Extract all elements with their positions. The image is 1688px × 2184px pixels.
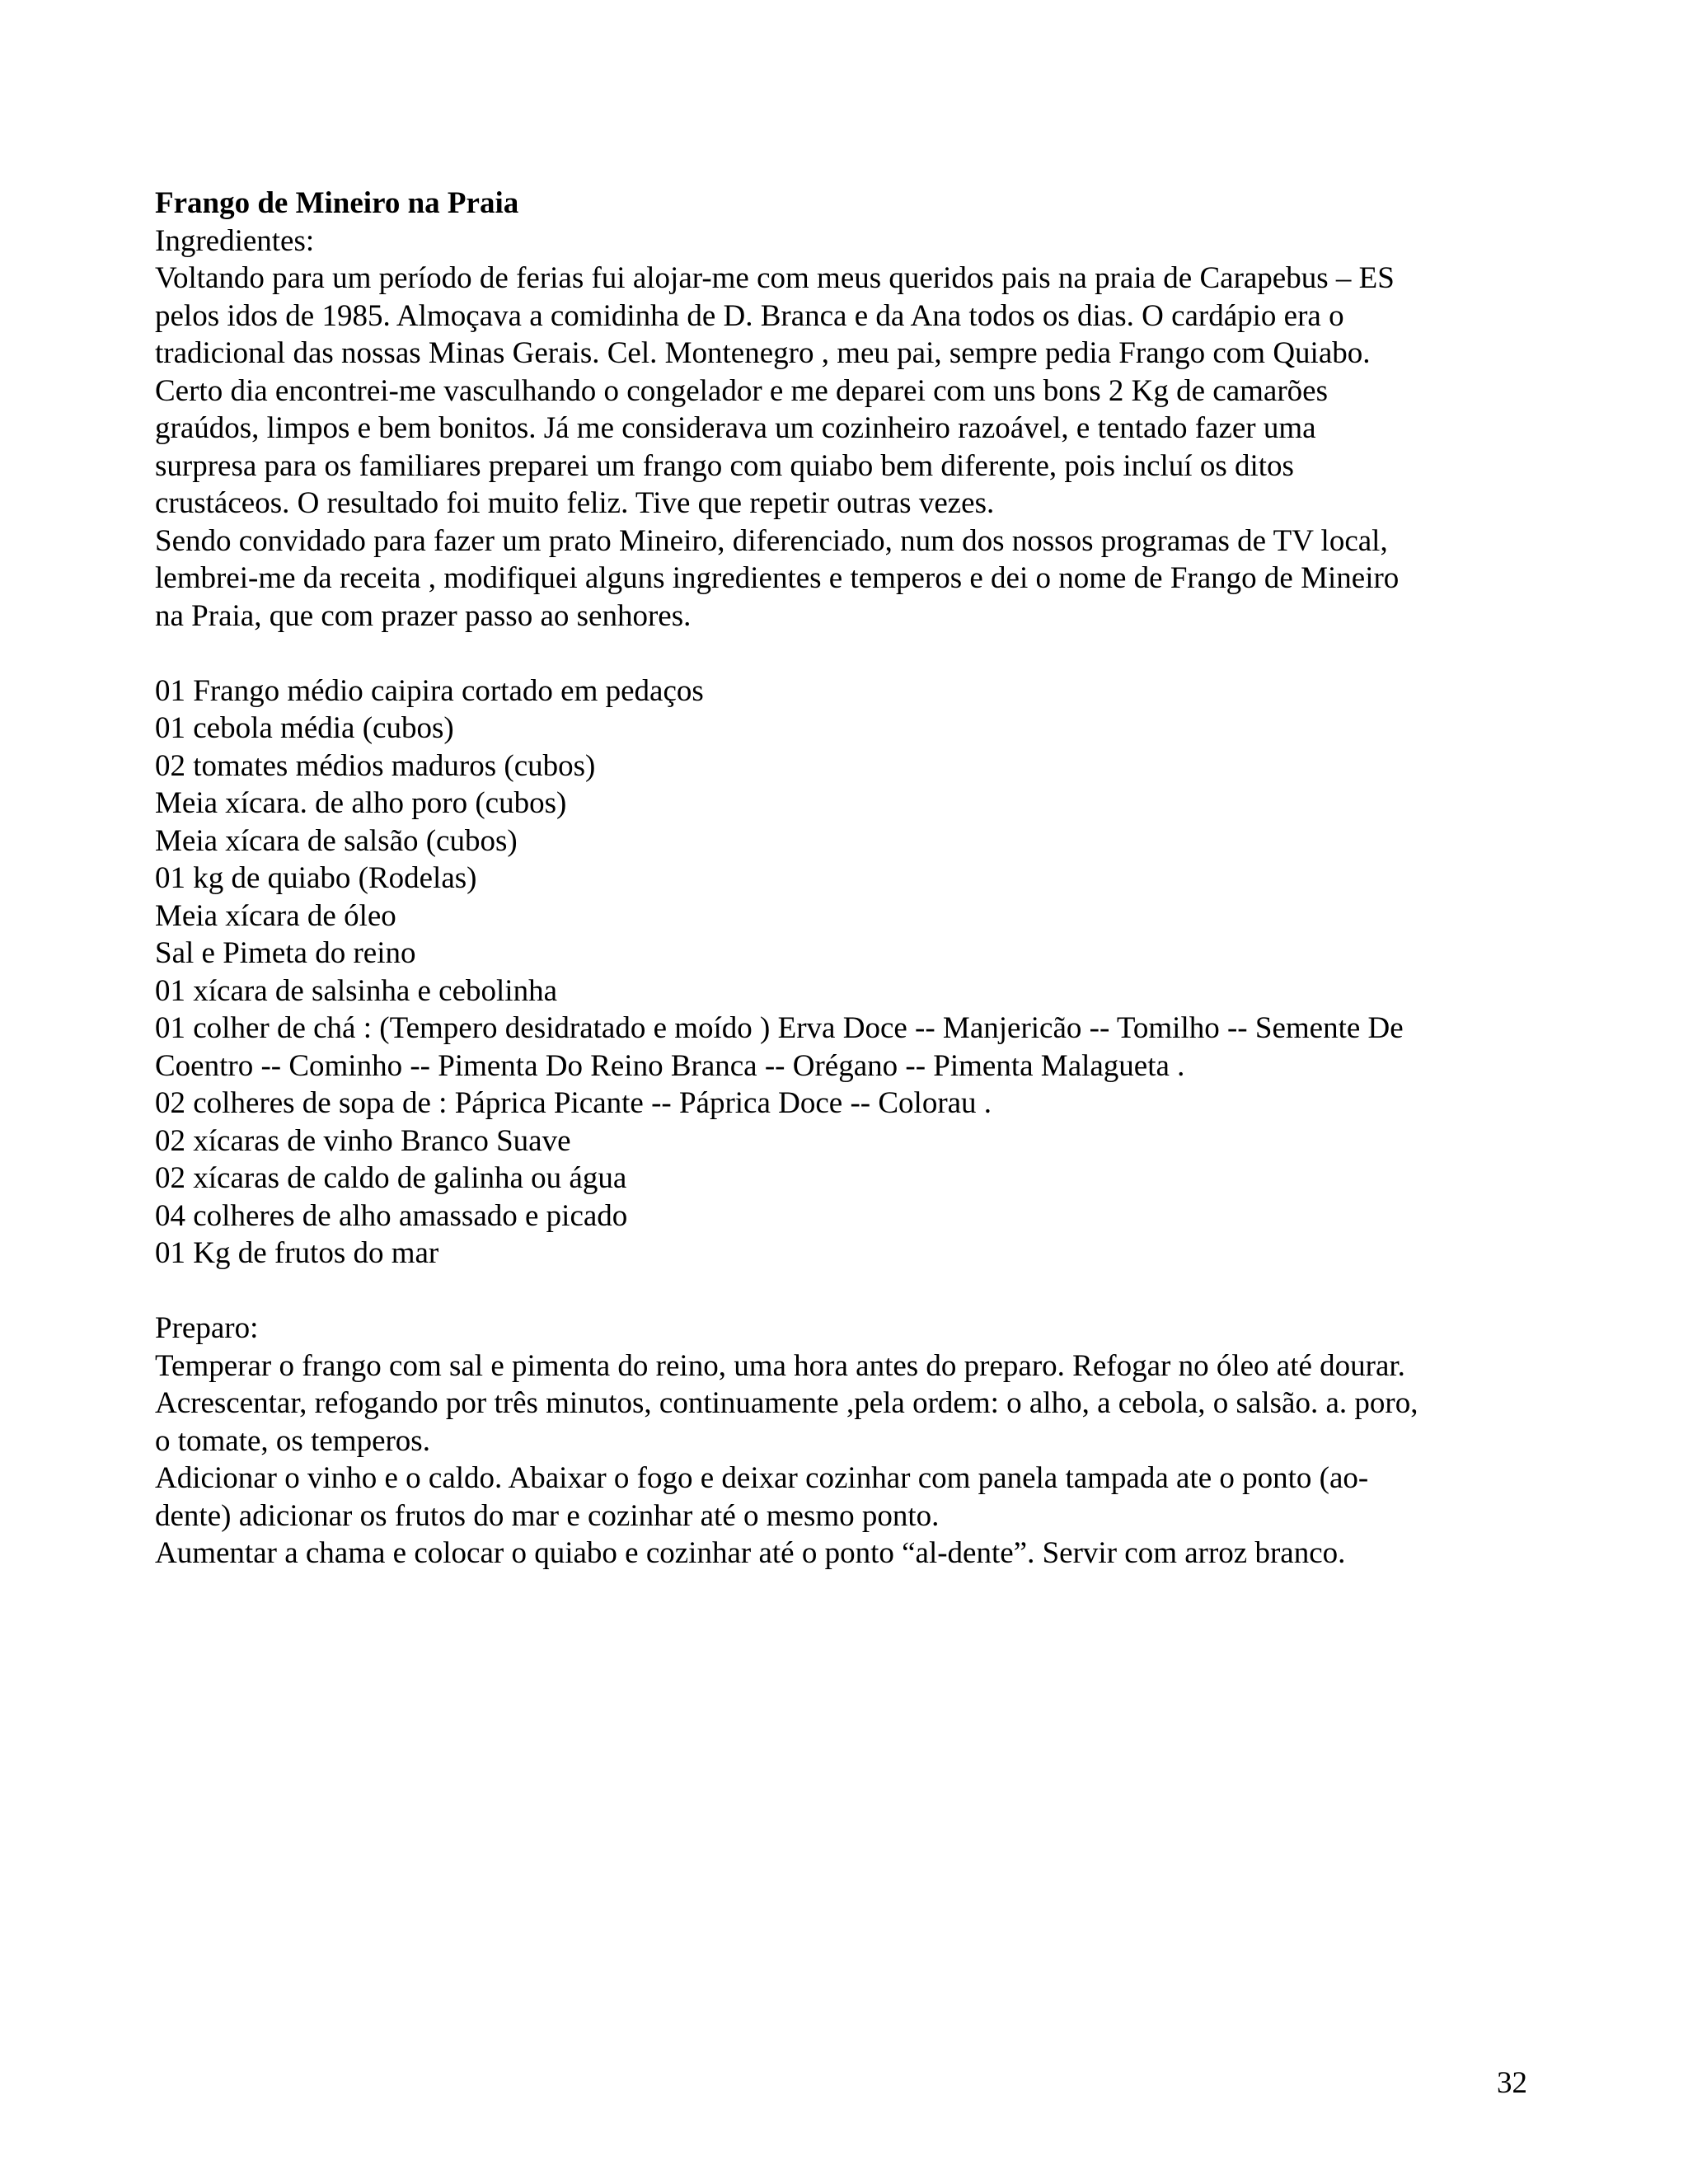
- ingredient-item: Coentro -- Cominho -- Pimenta Do Reino Branca -- Orégano -- Pimenta Malagueta .: [155, 1048, 1185, 1083]
- story-line: lembrei-me da receita , modifiquei alguns ingredientes e temperos e dei o nome de Frango de Mineiro: [155, 561, 1400, 595]
- page-number: 32: [1497, 2066, 1527, 2100]
- document-page: [155, 185, 1556, 1572]
- preparation-line: Temperar o frango com sal e pimenta do reino, uma hora antes do preparo. Refogar no óleo até dourar.: [155, 1348, 1405, 1383]
- ingredients-label: Ingredientes:: [155, 223, 315, 258]
- story-line: Voltando para um período de ferias fui alojar-me com meus queridos pais na praia de Carapebus – ES: [155, 261, 1395, 295]
- ingredient-item: 04 colheres de alho amassado e picado: [155, 1198, 628, 1233]
- spacer: [155, 635, 1556, 673]
- story-line: na Praia, que com prazer passo ao senhores.: [155, 598, 692, 633]
- preparation-label: Preparo:: [155, 1311, 259, 1345]
- ingredient-item: 02 tomates médios maduros (cubos): [155, 748, 596, 783]
- story-line: tradicional das nossas Minas Gerais. Cel. Montenegro , meu pai, sempre pedia Frango com Quiabo.: [155, 336, 1371, 370]
- preparation-line: Acrescentar, refogando por três minutos, continuamente ,pela ordem: o alho, a cebola, o salsão. a. poro,: [155, 1386, 1418, 1420]
- preparation-steps: [155, 1347, 1556, 1572]
- ingredient-item: 02 colheres de sopa de : Páprica Picante -- Páprica Doce -- Colorau .: [155, 1086, 992, 1120]
- story-line: surpresa para os familiares preparei um frango com quiabo bem diferente, pois incluí os ditos: [155, 448, 1294, 483]
- story-line: pelos idos de 1985. Almoçava a comidinha de D. Branca e da Ana todos os dias. O cardápio era o: [155, 298, 1344, 333]
- spacer: [155, 1272, 1556, 1310]
- story-line: Sendo convidado para fazer um prato Mineiro, diferenciado, num dos nossos programas de TV local,: [155, 523, 1388, 558]
- ingredient-item: Meia xícara de óleo: [155, 898, 396, 933]
- story-line: crustáceos. O resultado foi muito feliz. Tive que repetir outras vezes.: [155, 486, 995, 520]
- story-line: graúdos, limpos e bem bonitos. Já me considerava um cozinheiro razoável, e tentado fazer uma: [155, 411, 1316, 445]
- ingredient-item: 01 Kg de frutos do mar: [155, 1236, 439, 1270]
- ingredient-item: Meia xícara de salsão (cubos): [155, 823, 518, 858]
- ingredient-item: Meia xícara. de alho poro (cubos): [155, 786, 567, 820]
- story-paragraph: [155, 260, 1556, 635]
- ingredient-item: 01 cebola média (cubos): [155, 711, 454, 745]
- preparation-line: dente) adicionar os frutos do mar e cozinhar até o mesmo ponto.: [155, 1498, 940, 1533]
- ingredient-item: 02 xícaras de caldo de galinha ou água: [155, 1161, 627, 1195]
- ingredient-item: 01 colher de chá : (Tempero desidratado e moído ) Erva Doce -- Manjericão -- Tomilho -- Semente De: [155, 1011, 1404, 1045]
- preparation-line: Adicionar o vinho e o caldo. Abaixar o fogo e deixar cozinhar com panela tampada ate o ponto (ao-: [155, 1461, 1369, 1495]
- ingredient-item: 01 xícara de salsinha e cebolinha: [155, 973, 557, 1008]
- ingredient-item: 02 xícaras de vinho Branco Suave: [155, 1123, 571, 1158]
- preparation-line: Aumentar a chama e colocar o quiabo e cozinhar até o ponto “al-dente”. Servir com arroz branco.: [155, 1536, 1346, 1570]
- recipe-title: Frango de Mineiro na Praia: [155, 186, 519, 220]
- ingredient-item: 01 Frango médio caipira cortado em pedaços: [155, 673, 704, 708]
- ingredient-list: [155, 673, 1556, 1272]
- preparation-line: o tomate, os temperos.: [155, 1423, 430, 1458]
- ingredient-item: Sal e Pimeta do reino: [155, 936, 416, 970]
- ingredient-item: 01 kg de quiabo (Rodelas): [155, 861, 477, 895]
- story-line: Certo dia encontrei-me vasculhando o congelador e me deparei com uns bons 2 Kg de camarões: [155, 373, 1328, 408]
